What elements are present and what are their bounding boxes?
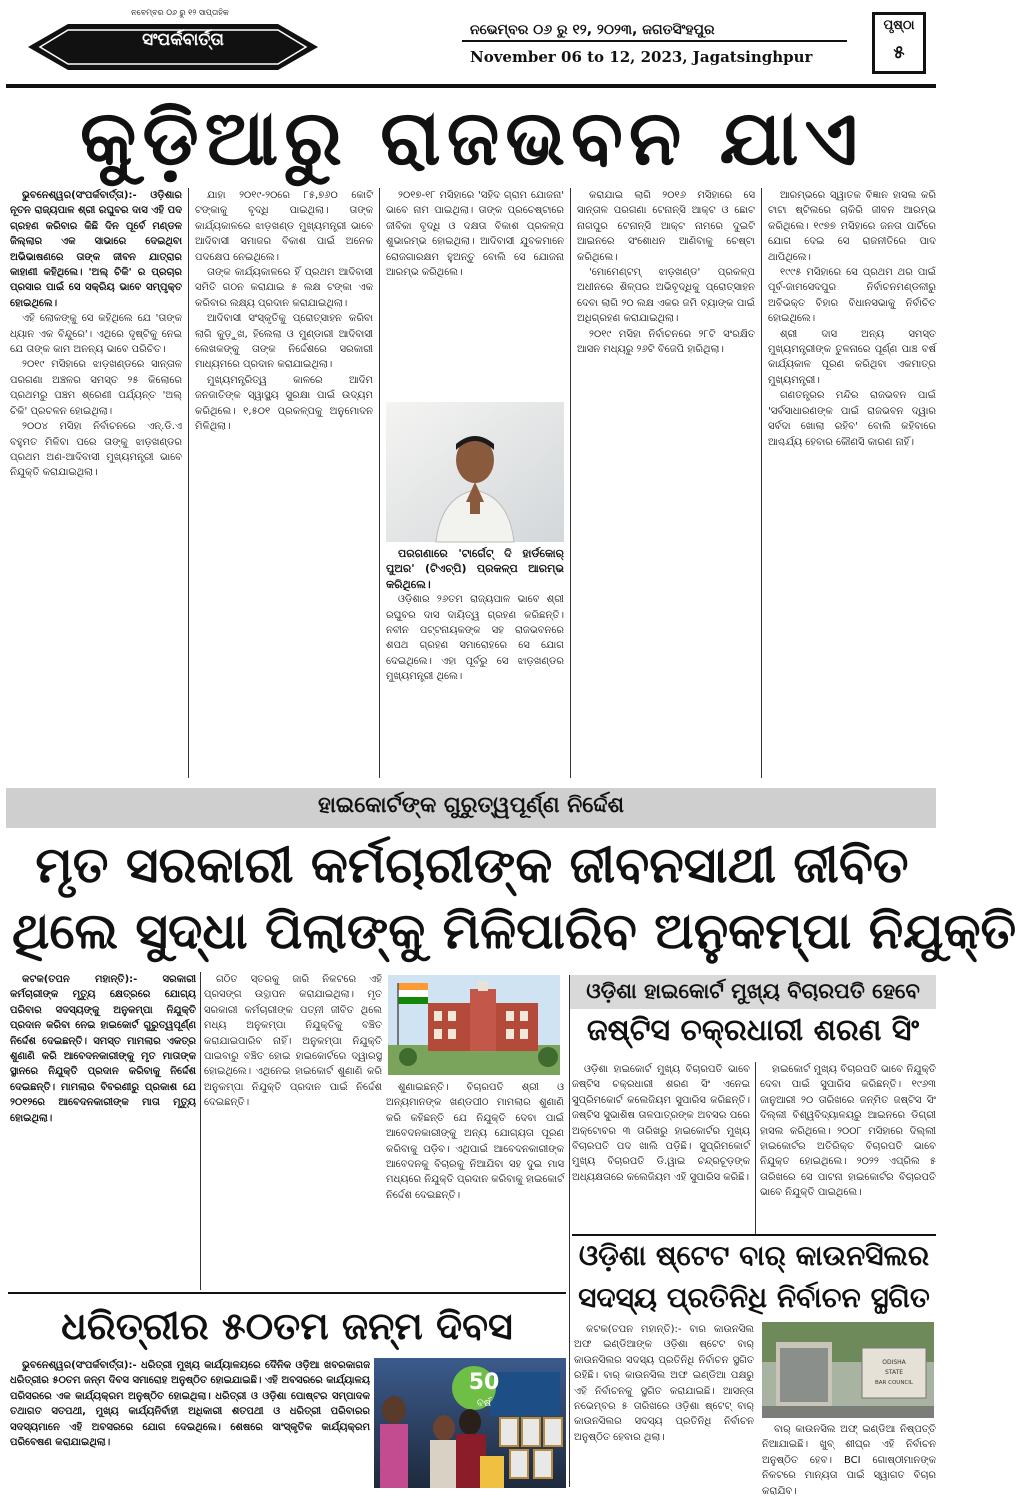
story4-col1-text: କଟକ(ତପନ ମହାନ୍ତି):- ବାର କାଉନସିଲ ଅଫ ଇଣ୍ଡିଆଙ୍କ ଓଡ଼ିଶା ଷ୍ଟେଟ ବାର୍ କାଉନସିଲର ସଦସ୍ୟ ପ୍ରତିନିଧି ନିର୍ବାଚନ ସ୍ଥଗିତ ରହିଛି। ବାର୍ କାଉନସିଲ ଅଫ ଇଣ୍ଡିଆ ପକ୍ଷରୁ ଏହି ନିର୍ବାଚନକୁ ସ୍ଥଗିତ କରାଯାଇଛି। ଆସନ୍ତା ନଭେମ୍ବର ୫ ତାରିଖରେ ଓଡ଼ିଶା ଷ୍ଟେଟ୍ ବାର୍ କାଉନସିଲର ସଦସ୍ୟ ପ୍ରତିନିଧି ନିର୍ବାଚନ ଅନୁଷ୍ଠିତ ହେବାର ଥିଲା। bbox=[574, 1324, 754, 1443]
column-rule bbox=[200, 972, 201, 1290]
bar-council-photo bbox=[762, 1322, 934, 1418]
story1-headline[interactable]: କୁଡ଼ିଆରୁ ରାଜଭବନ ଯାଏ bbox=[80, 93, 864, 182]
svg-text:BAR COUNCIL: BAR COUNCIL bbox=[875, 1380, 913, 1386]
story1-col5-para-2: ୧୯୯୫ ମସିହାରେ ସେ ପ୍ରଥମ ଥର ପାଇଁ ପୂର୍ବ-ଜାମସେଦପୁର ନିର୍ବାଚନମଣ୍ଡଳୀରୁ ଅବିଭକ୍ତ ବିହାର ବିଧାନସଭାକୁ ନିର୍ବାଚିତ ହୋଇଥିଲେ। bbox=[768, 267, 936, 325]
masthead-rule bbox=[462, 40, 847, 42]
story2-headline-line1[interactable]: ମୃତ ସରକାରୀ କର୍ମଚାରୀଙ୍କ ଜୀବନସାଥୀ ଜୀବିତ bbox=[35, 836, 909, 894]
column-rule bbox=[569, 975, 570, 1487]
story5-col1-text: ଭୁବନେଶ୍ୱର(ସଂପର୍କବାର୍ତ୍ତା):- ଧରିତ୍ରୀ ମୁଖ୍ୟ କାର୍ଯ୍ୟାଳୟରେ ଦୈନିକ ଓଡ଼ିଆ ଖବରକାଗଜ ଧରିତ୍ରୀର ୫୦ତମ ଜନ୍ମ ଦିବସ ସମାରୋହ ଅନୁଷ୍ଠିତ ହୋଇଯାଇଛି। ଏହି ଅବସରରେ କାର୍ଯ୍ୟାଳୟ ପରିସରରେ ଏକ କାର୍ଯ୍ୟକ୍ରମ ଅନୁଷ୍ଠିତ ହୋଇଥିଲା। ଧରିତ୍ରୀ ଓ ଓଡ଼ିଶା ପୋଷ୍ଟର ସମ୍ପାଦକ ତଥାଗତ ସତପଥୀ, ମୁଖ୍ୟ କାର୍ଯ୍ୟନିର୍ବାହୀ ଅଧିକାରୀ ଶତପଥୀ ଓ ଧରିତ୍ରୀ ପରିବାରର ସଦସ୍ୟମାନେ ଏହି ଅବସରରେ ଯୋଗ ଦେଇଥିଲେ। ଶେଷରେ ସାଂସ୍କୃତିକ କାର୍ଯ୍ୟକ୍ରମ ପରିବେଷଣ କରାଯାଇଥିଲା। bbox=[10, 1360, 370, 1449]
story1-photo-para: ଓଡ଼ିଶାର ୨୬ତମ ରାଜ୍ୟପାଳ ଭାବେ ଶ୍ରୀ ରଘୁବର ଦାସ ଦାୟିତ୍ୱ ଗ୍ରହଣ କରିଛନ୍ତି। ନବୀନ ପଟ୍ଟନାୟକଙ୍କ ସହ ରାଜଭବନରେ ଶପଥ ଗ୍ରହଣ ସମାରୋହରେ ସେ ଯୋଗ ଦେଇଥିଲେ। ଏହା ପୂର୍ବରୁ ସେ ଝାଡ଼ଖଣ୍ଡର ମୁଖ୍ୟମନ୍ତ୍ରୀ ଥିଲେ। bbox=[386, 594, 564, 683]
issue-date-odia: ନଭେମ୍ବର ୦୬ ରୁ ୧୨, ୨୦୨୩, ଜଗତସିଂହପୁର bbox=[470, 22, 715, 38]
svg-text:STATE: STATE bbox=[884, 1369, 904, 1376]
story1-col1-para-2: ଏହି ଲୋକଙ୍କୁ ସେ କହିଥିଲେ ଯେ 'ତାଙ୍କ ଧ୍ୟାନ ଏକ ବିନ୍ଦୁରେ'। ଏଥିରେ ଦୃଷ୍ଟିକୁ ନେଇ ଯେ ତାଙ୍କ କାମ ଅନନ୍ୟ ଭାବେ ପରିଚିତ। bbox=[10, 313, 182, 356]
story1-col5-para-4: ଗଣତନ୍ତ୍ରର ମନ୍ଦିର ରାଜଭବନ ପାଇଁ 'ସର୍ବସାଧାରଣଙ୍କ ପାଇଁ ରାଜଭବନ ଦ୍ୱାର ସର୍ବଦା ଖୋଲା ରହିବ' ବୋଲି କହିବାରେ ଆଶ୍ଚର୍ଯ୍ୟ ହେବାର କୌଣସି କାରଣ ନାହିଁ। bbox=[768, 390, 936, 448]
story1-col1-para-3: ୨୦୧୯ ମସିହାରେ ଝାଡ଼ଖଣ୍ଡରେ ସାନ୍ତାଳ ପରଗଣା ଅଞ୍ଚଳର ସମସ୍ତ ୨୫ କିଲୋରେ ପ୍ରଥମରୁ ପଞ୍ଚମ ଶ୍ରେଣୀ ପର୍ଯ୍ୟନ୍ତ 'ଅଲ୍ ଚିକି' ପ୍ରଚଳନ ହୋଇଥିଲା। bbox=[10, 359, 182, 417]
story1-col2-para-1: ଯାହା ୨୦୧୯-୨୦ରେ ୮୫,୭୬୦ କୋଟି ଟଙ୍କାକୁ ବୃଦ୍ଧି ପାଇଥିଲା। ତାଙ୍କ କାର୍ଯ୍ୟକାଳରେ ଝାଡ଼ଖଣ୍ଡ ମୁଖ୍ୟମନ୍ତ୍ରୀ ଭାବେ ଆଦିବାସୀ ସମାଜର ବିକାଶ ପାଇଁ ଅନେକ ପଦକ୍ଷେପ ନେଇଥିଲେ। bbox=[195, 190, 373, 263]
story1-column-3 bbox=[386, 188, 564, 398]
story1-col4-para-1: କରାଯାଇ ଲାଗି ୨୦୧୬ ମସିହାରେ ସେ ସାନ୍ତାଳ ପରଗଣା ଟେନାନ୍ସି ଆକ୍ଟ ଓ ଛୋଟ ନାଗପୁର ଟେନାନ୍ସି ଆକ୍ଟ ନାମରେ ଦୁଇଟି ଆଇନରେ ସଂଶୋଧନ ଆଣିବାକୁ ଚେଷ୍ଟା କରିଥିଲେ। bbox=[577, 190, 755, 263]
story3-col2-text: ହାଇକୋର୍ଟ ମୁଖ୍ୟ ବିଚାରପତି ଭାବେ ନିଯୁକ୍ତି ଦେବା ପାଇଁ ସୁପାରିସ କରିଛନ୍ତି। ୧୯୬୩ ଜାନୁଆରୀ ୨୦ ତାରିଖରେ ଜନ୍ମିତ ଜଷ୍ଟିସ ସିଂ ଦିଲ୍ଲୀ ବିଶ୍ୱବିଦ୍ୟାଳୟରୁ ଆଇନରେ ଡିଗ୍ରୀ ହାସଲ କରିଥିଲେ। ୨୦୦୮ ମସିହାରେ ଦିଲ୍ଲୀ ହାଇକୋର୍ଟର ଅତିରିକ୍ତ ବିଚାରପତି ଭାବେ ନିଯୁକ୍ତ ହୋଇଥିଲେ। ୨୦୨୨ ଏପ୍ରିଲ ୫ ତାରିଖରେ ସେ ପାଟନା ହାଇକୋର୍ଟର ବିଚାରପତି ଭାବେ ନିଯୁକ୍ତି ପାଇଥିଲେ। bbox=[760, 1064, 936, 1199]
story2-column-3 bbox=[386, 1080, 564, 1290]
story4-column-1 bbox=[574, 1322, 754, 1486]
column-rule bbox=[761, 188, 762, 778]
story3-col1-text: ଓଡ଼ିଶା ହାଇକୋର୍ଟ ମୁଖ୍ୟ ବିଚାରପତି ଭାବେ ଜଷ୍ଟିସ ଚକ୍ରଧାରୀ ଶରଣ ସିଂ ଏନେଇ ସୁପ୍ରିମକୋର୍ଟ କଲେଜିୟମ ସୁପାରିସ କରିଛନ୍ତି। ଜଷ୍ଟିସ ସୁଭାଶିଷ ତାଳପାତ୍ରଙ୍କ ଅବସର ପରେ ଅକ୍ଟୋବର ୩ ତାରିଖରୁ ହାଇକୋର୍ଟର ମୁଖ୍ୟ ବିଚାରପତି ପଦ ଖାଲି ପଡ଼ିଛି। ସୁପ୍ରିମକୋର୍ଟ ମୁଖ୍ୟ ବିଚାରପତି ଡି.ୱାଇ ଚନ୍ଦ୍ରଚୂଡ଼ଙ୍କ ଅଧ୍ୟକ୍ଷତାରେ କଲେଜିୟମ ଏହି ସୁପାରିସ କରିଛି। bbox=[572, 1064, 750, 1183]
story2-column-1 bbox=[10, 972, 196, 1290]
story1-col5-para-1: ଆରମ୍ଭରେ ସ୍ୱାତକ ବିଜ୍ଞାନ ହାସଲ କରି ଟାଟା ଷ୍ଟିଲରେ ଚାକିରି ଜୀବନ ଆରମ୍ଭ କରିଥିଲେ। ୧୯୭୭ ମସିହାରେ ଜନତା ପାର୍ଟିରେ ଯୋଗ ଦେଇ ସେ ରାଜନୀତିରେ ପାଦ ଥାପିଥିଲେ। bbox=[768, 190, 936, 263]
story2-col2-text: ଗଠିତ ସ୍ତରକୁ ଜାରି ନିକଟରେ ଏହି ପ୍ରସଙ୍ଗ ଉତ୍ଥାପନ କରାଯାଇଥିଲା। ମୃତ ସରକାରୀ କର୍ମଚାରୀଙ୍କ ପତ୍ନୀ ଜୀବିତ ଥିଲେ ମଧ୍ୟ ଅନୁକମ୍ପା ନିଯୁକ୍ତିକୁ ବଞ୍ଚିତ କରାଯାଇପାରିବ ନାହିଁ। ଅନୁକମ୍ପା ନିଯୁକ୍ତି ପାଇବାରୁ ବଞ୍ଚିତ ହୋଇ ହାଇକୋର୍ଟରେ ଦ୍ୱାରସ୍ଥ ହୋଇଥିଲେ। ଏଥିନେଇ ହାଇକୋର୍ଟ ଶୁଣାଣି କରି ଅନୁକମ୍ପା ନିଯୁକ୍ତି ପ୍ରଦାନ ପାଇଁ ନିର୍ଦ୍ଦେଶ ଦେଇଛନ୍ତି। bbox=[204, 974, 382, 1109]
story3-column-1 bbox=[572, 1062, 750, 1234]
masthead-bottom-rule bbox=[6, 84, 936, 88]
story3-headline-line2[interactable]: ଜଷ୍ଟିସ ଚକ୍ରଧାରୀ ଶରଣ ସିଂ bbox=[586, 1013, 920, 1048]
svg-text:ODISHA: ODISHA bbox=[882, 1359, 906, 1366]
story1-column-2 bbox=[195, 188, 373, 776]
story1-photo-caption: ପରଗଣାରେ 'ଟାର୍ଗେଟ୍ ଦି ହାର୍ଡକୋର୍ ପୁଅର' (ଟିଏଚ୍‌ପି) ପ୍ରକଳ୍ପ ଆରମ୍ଭ କରିଥିଲେ। bbox=[386, 547, 564, 591]
story1-col2-para-2: ତାଙ୍କ କାର୍ଯ୍ୟକାଳରେ ହିଁ ପ୍ରଥମ ଆଦିବାସୀ ସମିତି ଗଠନ କରାଯାଇ ୫ ଲକ୍ଷ ଟଙ୍କା ଏକ କରିବାର ଲକ୍ଷ୍ୟ ପ୍ରଦାନ କରାଯାଇଥିଲା। bbox=[195, 267, 373, 309]
story1-col3-para-1: ୨୦୧୭-୧୮ ମସିହାରେ 'ସହିଦ ଗ୍ରାମ ଯୋଜନା' ଭାବେ ନାମ ପାଇଥିଲା। ତାଙ୍କ ପ୍ରଚେଷ୍ଟାରେ ଜୀବିକା ବୃଦ୍ଧି ଓ ଦକ୍ଷତା ବିକାଶ ପ୍ରକଳ୍ପ ଶୁଭାରମ୍ଭ ହୋଇଥିଲା। ଆଦିବାସୀ ଯୁବକମାନେ ରୋଜଗାରକ୍ଷମ ହୁଅନ୍ତୁ ବୋଲି ସେ ଯୋଜନା ଆରମ୍ଭ କରିଥିଲେ। bbox=[386, 190, 564, 279]
story2-col3-text: ଶୁଣାଇଛନ୍ତି। ବିଚାରପତି ଶ୍ରୀ ଓ ଅନ୍ୟମାନଙ୍କ ଖଣ୍ଡପୀଠ ମାମଲାର ଶୁଣାଣି କରି କହିଛନ୍ତି ଯେ ନିଯୁକ୍ତି ଦେବା ପାଇଁ ଆବେଦନକାରୀଙ୍କୁ ଅନ୍ୟ ଯୋଗ୍ୟତା ପୂରଣ କରିବାକୁ ପଡ଼ିବ। ଏଥିପାଇଁ ଆବେଦନକାରୀଙ୍କ ଆବେଦନକୁ ବିଚାରକୁ ନିଆଯିବା ସହ ଦୁଇ ମାସ ମଧ୍ୟରେ ନିଯୁକ୍ତି ପ୍ରଦାନ କରିବାକୁ ହାଇକୋର୍ଟ ନିର୍ଦ୍ଦେଶ ଦେଇଛନ୍ତି। bbox=[386, 1082, 564, 1201]
story1-col4-para-3: ୨୦୧୯ ମସିହା ନିର୍ବାଚନରେ ୨୮ଟି ସଂରକ୍ଷିତ ଆସନ ମଧ୍ୟରୁ ୨୬ଟି ବିଜେପି ହାରିଥିଲା। bbox=[577, 328, 755, 356]
high-court-photo bbox=[388, 975, 560, 1075]
story1-column-5 bbox=[768, 188, 936, 776]
story1-col5-para-3: ଶ୍ରୀ ଦାସ ଅନ୍ୟ ସମସ୍ତ ମୁଖ୍ୟମନ୍ତ୍ରୀଙ୍କ ତୁଳନାରେ ପୂର୍ଣ୍ଣ ପାଞ୍ଚ ବର୍ଷ କାର୍ଯ୍ୟକାଳ ପୂରଣ କରିଥିବା ଏକମାତ୍ର ମୁଖ୍ୟମନ୍ତ୍ରୀ। bbox=[768, 328, 936, 386]
story3-column-2 bbox=[760, 1062, 936, 1234]
story1-col4-para-2: 'ମୋମେଣ୍ଟମ୍ ଝାଡ଼ଖଣ୍ଡ' ପ୍ରକଳ୍ପ ଅଧୀନରେ ଶିଳ୍ପର ଅଭିବୃଦ୍ଧିକୁ ପ୍ରୋତ୍ସାହନ ଦେବା ଲାଗି ୨୦ ଲକ୍ଷ ଏକର ଜମି ବ୍ୟାଙ୍କ ପାଇଁ ଅଧିଗ୍ରହଣ କରାଯାଇଥିଲା। bbox=[577, 267, 755, 325]
page-label: ପୃଷ୍ଠା bbox=[883, 18, 915, 33]
column-rule bbox=[188, 188, 189, 778]
story4-headline-line1[interactable]: ଓଡ଼ିଶା ଷ୍ଟେଟ ବାର୍ କାଉନସିଲର bbox=[578, 1239, 930, 1272]
story5-column-1 bbox=[10, 1358, 370, 1486]
story1-col2-para-4: ମୁଖ୍ୟମନ୍ତ୍ରିତ୍ୱ କାଳରେ ଆଦିମ ଜନଜାତିଙ୍କ ସ୍ୱାସ୍ଥ୍ୟ ସୁରକ୍ଷା ପାଇଁ ଉଦ୍ୟମ କରିଥିଲେ। ୧,୫୦୧ ପ୍ରକଳ୍ପକୁ ଅନୁମୋଦନ ମିଳିଥିଲା। bbox=[195, 374, 373, 433]
story4-column-2 bbox=[762, 1422, 936, 1497]
story2-kicker: ହାଇକୋର୍ଟଙ୍କ ଗୁରୁତ୍ୱପୂର୍ଣ୍ଣ ନିର୍ଦ୍ଦେଶ bbox=[318, 793, 624, 818]
story2-column-2 bbox=[204, 972, 382, 1290]
anniversary-badge-sub: ବର୍ଷ bbox=[476, 1398, 492, 1409]
story4-headline-line2[interactable]: ସଦସ୍ୟ ପ୍ରତିନିଧି ନିର୍ବାଚନ ସ୍ଥଗିତ bbox=[578, 1281, 930, 1314]
story1-col1-para-1: ଭୁବନେଶ୍ୱର(ସଂପର୍କବାର୍ତ୍ତା):- ଓଡ଼ିଶାର ନୂତନ ରାଜ୍ୟପାଳ ଶ୍ରୀ ରଘୁବର ଦାସ ଏହି ପଦ ଗ୍ରହଣ କରିବାର କିଛି ଦିନ ପୂର୍ବେ ମଣ୍ଡଳ ଜିଲ୍ଲାର ଏକ ସାଭାରେ ଦେଇଥିବା ଅଭିଭାଷଣରେ ତାଙ୍କ ଜୀବନ ଯାତ୍ରାର କାହାଣୀ କହିଥିଲେ। 'ଅଲ୍ ଚିକି' ର ପ୍ରଚାର ପ୍ରସାର ପାଇଁ ସେ ସକ୍ରିୟ ଭାବେ ସମ୍ପୃକ୍ତ ହୋଇଥିଲେ। bbox=[10, 190, 182, 309]
governor-photo bbox=[386, 402, 564, 542]
story3-headline-line1[interactable]: ଓଡ଼ିଶା ହାଇକୋର୍ଟ ମୁଖ୍ୟ ବିଚାରପତି ହେବେ bbox=[586, 979, 920, 1003]
anniversary-badge-number: 50 bbox=[468, 1370, 500, 1395]
page-number: ୫ bbox=[893, 42, 905, 63]
story1-column-1 bbox=[10, 188, 182, 776]
issue-date-english: November 06 to 12, 2023, Jagatsinghpur bbox=[470, 48, 813, 66]
story4-col2-text: ବାର୍ କାଉନସିଲ ଅଫ୍ ଇଣ୍ଡିଆ ନିଷ୍ପତ୍ତି ନିଆଯାଇଛି। ଖୁବ୍ ଶୀଘ୍ର ଏହି ନିର୍ବାଚନ ଅନୁଷ୍ଠିତ ହେବ। BCI ଗୋଷ୍ଠୀମାନଙ୍କ ନିକଟରେ ମାନ୍ୟତା ପାଇଁ ସ୍ୱାଗତ ବିଚାର କରାଯିବ। bbox=[762, 1424, 936, 1497]
story1-photo-text bbox=[386, 546, 564, 776]
story1-col2-para-3: ଆଦିବାସୀ ସଂସ୍କୃତିକୁ ପ୍ରୋତ୍ସାହନ କରିବା ଲାଗି କୁଡ଼ୁଖ, ହିଲେଲା ଓ ମୁଣ୍ଡାରୀ ଆଦିବାସୀ ଲେଖକଙ୍କୁ ତାଙ୍କ ନିର୍ଦ୍ଦେଶରେ ସରକାରୀ ମାଧ୍ୟମରେ ପ୍ରଦାନ କରାଯାଇଥିଲା। bbox=[195, 313, 373, 371]
story1-col1-para-4: ୨୦୦୪ ମସିହା ନିର୍ବାଚନରେ ଏନ୍.ଡି.ଏ ବହୁମତ ମିଳିବା ପରେ ତାଙ୍କୁ ଝାଡ଼ଖଣ୍ଡର ପ୍ରଥମ ଅଣ-ଆଦିବାସୀ ମୁଖ୍ୟମନ୍ତ୍ରୀ ଭାବେ ନିଯୁକ୍ତି କରାଯାଇଥିଲା। bbox=[10, 421, 182, 479]
story2-headline-line2[interactable]: ଥିଲେ ସୁଦ୍ଧା ପିଲାଙ୍କୁ ମିଳିପାରିବ ଅନୁକମ୍ପା ନିଯୁକ୍ତି bbox=[12, 902, 1016, 960]
column-rule bbox=[379, 188, 380, 778]
masthead-tagline: ନବେମ୍ବର ୦୬ ରୁ ୧୨ ସାପ୍ତାହିକ bbox=[131, 8, 229, 17]
story1-column-4 bbox=[577, 188, 755, 776]
column-rule bbox=[570, 188, 571, 778]
column-rule bbox=[755, 1062, 756, 1234]
story5-headline[interactable]: ଧରିତ୍ରୀର ୫୦ତମ ଜନ୍ମ ଦିବସ bbox=[61, 1304, 513, 1348]
masthead-logo[interactable]: ସଂପର୍କବାର୍ତ୍ତା bbox=[142, 30, 224, 50]
story2-col1-text: କଟକ(ତପନ ମହାନ୍ତି):- ସରକାରୀ କର୍ମଚାରୀଙ୍କ ମୃତ୍ୟୁ କ୍ଷେତ୍ରରେ ଯୋଗ୍ୟ ପରିବାର ସଦସ୍ୟଙ୍କୁ ଅନୁକମ୍ପା ନିଯୁକ୍ତି ପ୍ରଦାନ କରିବା ନେଇ ହାଇକୋର୍ଟ ଗୁରୁତ୍ୱପୂର୍ଣ୍ଣ ନିର୍ଦ୍ଦେଶ ଦେଇଛନ୍ତି। ସମସ୍ତ ମାମଲାର ଏକତ୍ର ଶୁଣାଣି କରି ଆବେଦନକାରୀଙ୍କୁ ମୃତ ମାତାଙ୍କ ସ୍ଥାନରେ ନିଯୁକ୍ତି ପ୍ରଦାନ କରିବାକୁ ନିର୍ଦ୍ଦେଶ ଦେଇଛନ୍ତି। ମାମଲାର ବିବରଣୀରୁ ପ୍ରକାଶ ଯେ ୨୦୧୨ରେ ଆବେଦନକାରୀଙ୍କ ମାତା ମୃତ୍ୟୁ ହୋଇଥିଲା। bbox=[10, 974, 196, 1124]
